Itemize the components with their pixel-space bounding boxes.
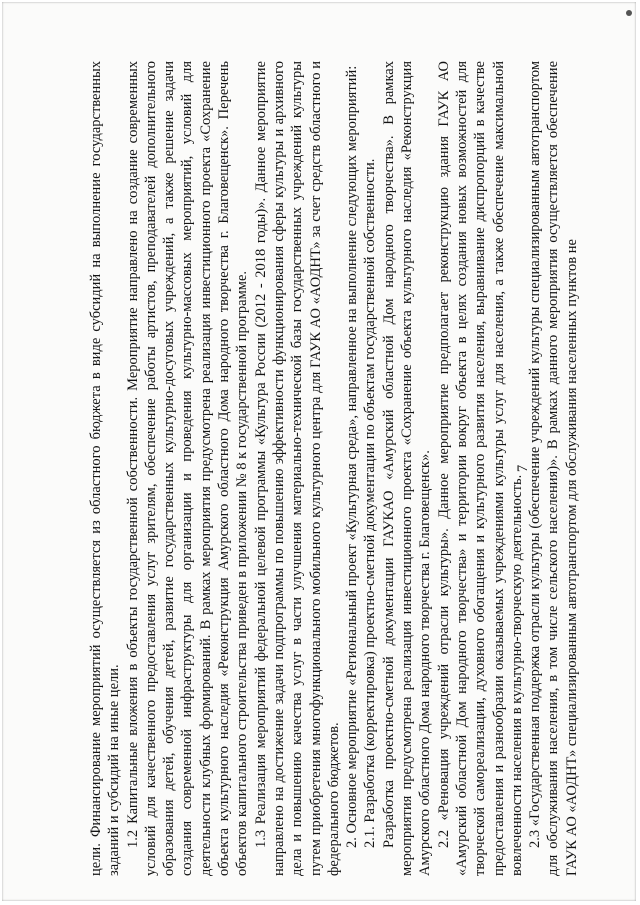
paragraph-2-3: 2.3 «Государственная поддержка отрасли культуры (обеспечение учреждений культуры специализированным автотранспортом для обслуживания населения, в том числе сельского населения)». В рамках данного мероприятия осуществляется обеспечение ГАУК АО «АОДНТ» специализированным автотранспортом для обслуживания населенных пунктов не	[527, 61, 580, 876]
paragraph-2-1-detail: Разработка проектно-сметной документации ГАУКАО «Амурский областной Дом народного творчества». В рамках мероприятия предусмотрена реализация инвестиционного проекта «Сохранение объекта культурного наследия «Реконструкция Амурского областного Дома народного творчества г. Благовещенск».	[380, 61, 434, 876]
document-body	[87, 61, 581, 876]
paragraph-1-3: 1.3 Реализация мероприятий федеральной целевой программы «Культура России (2012 - 2018 годы)». Данное мероприятие направлено на достижение задачи подпрограммы по повышению эффективности функционирования сферы культуры и архивного дела и повышению качества услуг в части улучшения материально-технической базы государственных учреждений культуры путем приобретения многофункционального мобильного культурного центра для ГАУК АО «АОДНТ» за счет средств областного и федерального бюджетов.	[252, 61, 342, 876]
page-number: 7	[515, 464, 531, 473]
paragraph-1-2: 1.2 Капитальные вложения в объекты государственной собственности. Мероприятие направлено на создание современных условий для качественного предоставления услуг зрителям, обеспечение работы артистов, преподавателей дополнительного образования детей, обучения детей, развитие государственных культурно-досуговых учреждений, а также решение задачи создания современной инфраструктуры для организации и проведения культурно-массовых мероприятий, условий для деятельности клубных формирований. В рамках мероприятия предусмотрена реализация инвестиционного проекта «Сохранение объекта культурного наследия «Реконструкция Амурского областного Дома народного творчества г. Благовещенск». Перечень объектов капитального строительства приведен в приложении № 8 к государственной программе.	[124, 61, 251, 876]
paragraph-intro-continuation: цели. Финансирование мероприятий осуществляется из областного бюджета в виде субсидий на выполнение государственных заданий и субсидий на иные цели.	[88, 61, 123, 876]
scan-dot	[626, 10, 632, 16]
document-content	[87, 61, 580, 876]
paragraph-2-1: 2.1. Разработка (корректировка) проектно-сметной документации по объектам государственной собственности.	[362, 158, 379, 848]
paragraph-2-2: 2.2 «Реновация учреждений отрасли культуры». Данное мероприятие предполагает реконструкцию здания ГАУК АО «Амурский областной Дом народного творчества» и территории вокруг объекта в целях создания новых возможностей для творческой самореализации, духовного обогащения и культурного развития населения, выравнивание диспропорций в качестве предоставления и разнообразии оказываемых учреждениями культуры услуг для населения, а также обеспечение максимальной вовлеченности населения в культурно-творческую деятельность.	[435, 61, 525, 876]
paragraph-2: 2. Основное мероприятие «Региональный проект «Культурная среда», направленное на выполнение следующих мероприятий:	[344, 65, 361, 848]
